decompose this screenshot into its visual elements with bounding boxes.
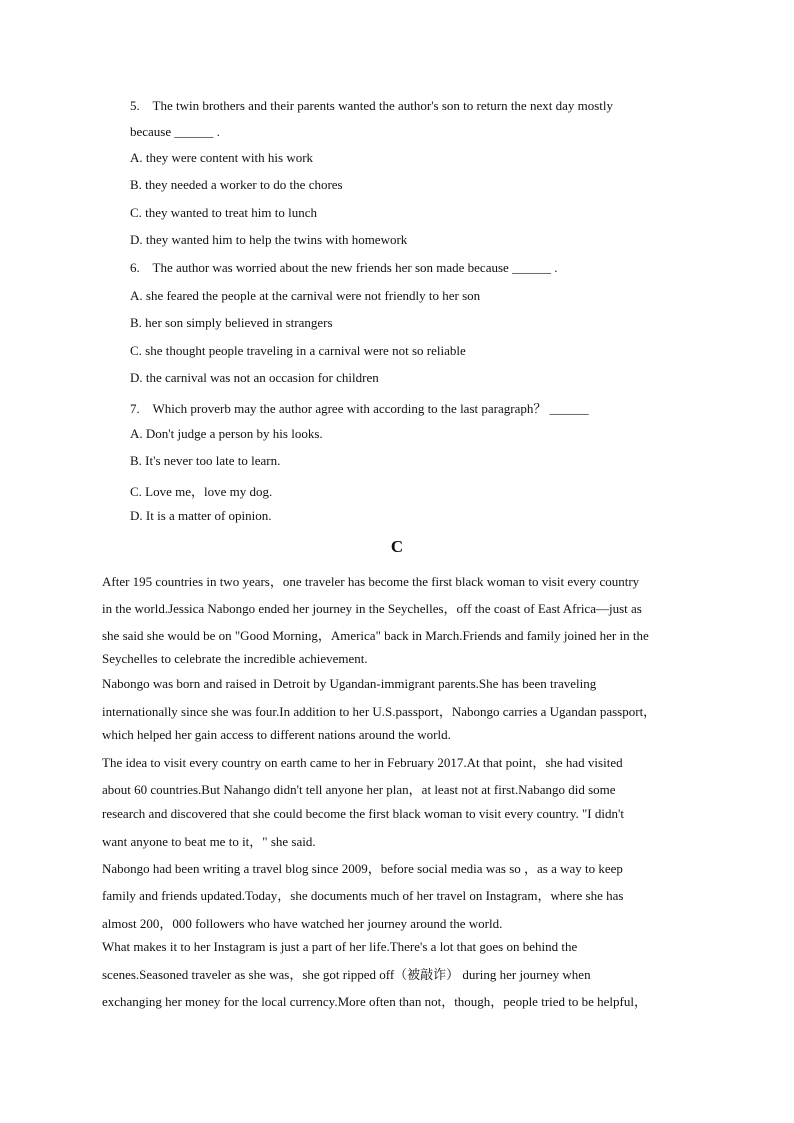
question-5-option-b: B. they needed a worker to do the chores: [130, 177, 343, 192]
question-5-option-a: A. they were content with his work: [130, 150, 314, 165]
passage-line: family and friends updated.Today，she documents much of her travel on Instagram，where she has: [102, 888, 624, 903]
passage-line: Nabongo was born and raised in Detroit by Ugandan-immigrant parents.She has been traveling: [102, 676, 597, 691]
passage-line: Nabongo had been writing a travel blog since 2009，before social media was so ，as a way to keep: [102, 861, 623, 876]
question-5-option-d: D. they wanted him to help the twins with homework: [130, 232, 408, 247]
passage-line: What makes it to her Instagram is just a part of her life.There's a lot that goes on behind the: [102, 939, 578, 954]
question-5-line-1: 5. The twin brothers and their parents wanted the author's son to return the next day mostly: [130, 98, 613, 113]
passage-line: exchanging her money for the local currency.More often than not，though，people tried to be helpful，: [102, 994, 647, 1009]
question-7-option-d: D. It is a matter of opinion.: [130, 508, 272, 523]
passage-line: she said she would be on "Good Morning，America" back in March.Friends and family joined her in the: [102, 628, 649, 643]
question-6-option-b: B. her son simply believed in strangers: [130, 315, 333, 330]
question-6-line-1: 6. The author was worried about the new friends her son made because ______ .: [130, 260, 558, 275]
question-5-line-2: because ______ .: [130, 124, 220, 139]
passage-line: research and discovered that she could become the first black woman to visit every country. "I didn't: [102, 806, 624, 821]
passage-line: about 60 countries.But Nahango didn't tell anyone her plan，at least not at first.Nabango did some: [102, 782, 616, 797]
passage-line: The idea to visit every country on earth came to her in February 2017.At that point，she had visited: [102, 755, 623, 770]
question-7-line-1: 7. Which proverb may the author agree with according to the last paragraph？ ______: [130, 401, 589, 416]
question-6-option-a: A. she feared the people at the carnival were not friendly to her son: [130, 288, 481, 303]
passage-line: want anyone to beat me to it，" she said.: [102, 834, 316, 849]
section-title: C: [390, 537, 404, 556]
question-7-option-a: A. Don't judge a person by his looks.: [130, 426, 323, 441]
passage-line: scenes.Seasoned traveler as she was，she got ripped off（被敲诈） during her journey when: [102, 967, 591, 982]
question-7-option-b: B. It's never too late to learn.: [130, 453, 281, 468]
question-6-option-d: D. the carnival was not an occasion for children: [130, 370, 379, 385]
passage-line: almost 200，000 followers who have watched her journey around the world.: [102, 916, 503, 931]
passage-line: internationally since she was four.In addition to her U.S.passport，Nabongo carries a Ugandan passport，: [102, 704, 657, 719]
question-6-option-c: C. she thought people traveling in a carnival were not so reliable: [130, 343, 466, 358]
question-5-option-c: C. they wanted to treat him to lunch: [130, 205, 318, 220]
passage-line: Seychelles to celebrate the incredible achievement.: [102, 651, 368, 666]
question-7-option-c: C. Love me，love my dog.: [130, 484, 273, 499]
passage-line: which helped her gain access to different nations around the world.: [102, 727, 451, 742]
passage-line: in the world.Jessica Nabongo ended her journey in the Seychelles，off the coast of East Africa—just as: [102, 601, 642, 616]
passage-line: After 195 countries in two years，one traveler has become the first black woman to visit every country: [102, 574, 640, 589]
